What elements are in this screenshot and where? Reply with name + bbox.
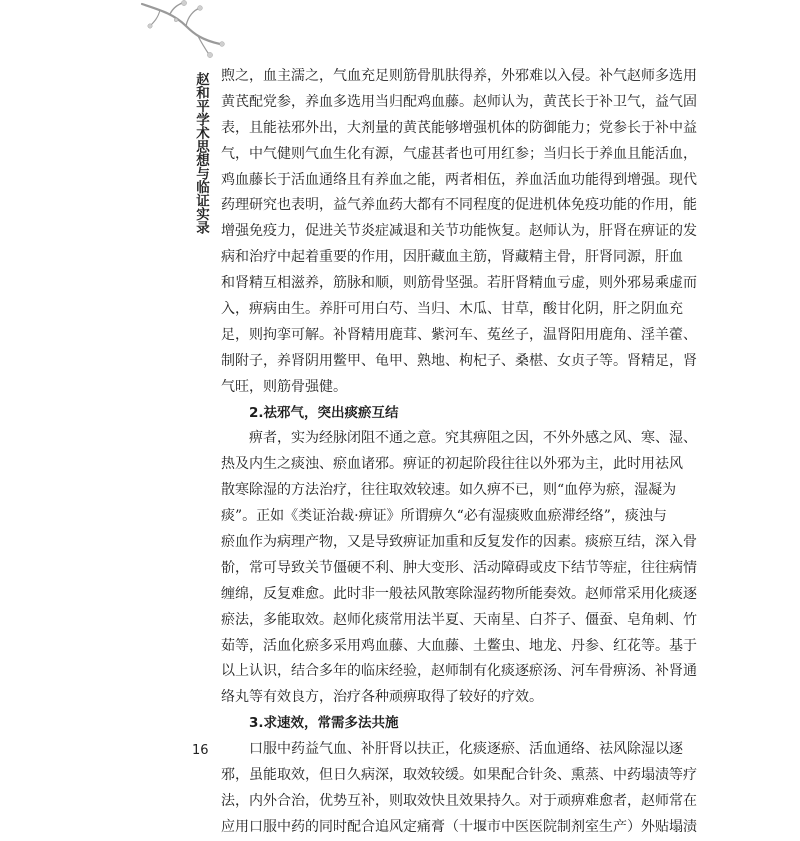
text-line: 热及内生之痰浊、瘀血诸邪。痹证的初起阶段往往以外邪为主，此时用祛风 — [221, 456, 683, 473]
text-line: 瘀法，多能取效。赵师化痰常用法半夏、天南星、白芥子、僵蚕、皂角刺、竹 — [221, 611, 697, 628]
text-line: 黄芪配党参，养血多选用当归配鸡血藤。赵师认为，黄芪长于补卫气，益气固 — [221, 93, 697, 110]
text-line: 口服中药益气血、补肝肾以扶正，化痰逐瘀、活血通络、祛风除湿以逐 — [249, 741, 683, 758]
text-line: 药理研究也表明，益气养血药大都有不同程度的促进机体免疫功能的作用，能 — [221, 197, 697, 214]
text-line: 足，则拘挛可解。补肾精用鹿茸、紫河车、菟丝子，温肾阳用鹿角、淫羊藿、 — [221, 326, 697, 343]
text-line: 煦之，血主濡之，气血充足则筋骨肌肤得养，外邪难以入侵。补气赵师多选用 — [221, 68, 697, 84]
text-line: 痰”。正如《类证治裁·痹证》所谓痹久“必有湿痰败血瘀滞经络”，痰浊与 — [221, 508, 667, 525]
text-line: 骱，常可导致关节僵硬不利、肿大变形、活动障碍或皮下结节等症，往往病情 — [221, 559, 697, 576]
text-line: 气旺，则筋骨强健。 — [221, 378, 347, 395]
text-line: 应用口服中药的同时配合追风定痛膏（十堰市中医医院制剂室生产）外贴塌渍 — [221, 818, 697, 835]
text-line: 缠绵，反复难愈。此时非一般祛风散寒除湿药物所能奏效。赵师常采用化痰逐 — [221, 585, 697, 602]
section-heading: 3.求速效，常需多法共施 — [249, 715, 399, 732]
text-line: 络丸等有效良方，治疗各种顽痹取得了较好的疗效。 — [221, 689, 543, 706]
text-line: 和肾精互相滋养，筋脉和顺，则筋骨坚强。若肝肾精血亏虚，则外邪易乘虚而 — [221, 275, 697, 292]
text-line: 表，且能祛邪外出，大剂量的黄芪能够增强机体的防御能力；党参长于补中益 — [221, 119, 697, 136]
page-number: 16 — [192, 743, 209, 758]
text-line: 入，痹病由生。养肝可用白芍、当归、木瓜、甘草，酸甘化阴，肝之阴血充 — [221, 301, 683, 318]
text-line: 增强免疫力，促进关节炎症减退和关节功能恢复。赵师认为，肝肾在痹证的发 — [221, 223, 697, 240]
text-line: 茹等，活血化瘀多采用鸡血藤、大血藤、土鳖虫、地龙、丹参、红花等。基于 — [221, 637, 697, 654]
section-heading: 2.祛邪气，突出痰瘀互结 — [249, 404, 399, 421]
page-body-text — [221, 64, 724, 841]
text-line: 法，内外合治，优势互补，则取效快且效果持久。对于顽痹难愈者，赵师常在 — [221, 792, 697, 809]
text-line: 瘀血作为病理产物，又是导致痹证加重和反复发作的因素。痰瘀互结，深入骨 — [221, 534, 697, 551]
text-line: 以上认识，结合多年的临床经验，赵师制有化痰逐瘀汤、河车骨痹汤、补肾通 — [221, 663, 697, 680]
plum-branch-decoration-icon — [140, 0, 230, 60]
text-line: 散寒除湿的方法治疗，往往取效较速。如久痹不已，则“血停为瘀，湿凝为 — [221, 482, 677, 499]
running-book-title: 赵和平学术思想与临证实录 — [193, 72, 209, 234]
text-line: 鸡血藤长于活血通络且有养血之能，两者相伍，养血活血功能得到增强。现代 — [221, 171, 697, 188]
text-line: 制附子，养肾阴用鳖甲、龟甲、熟地、枸杞子、桑椹、女贞子等。肾精足，肾 — [221, 352, 697, 369]
text-line: 痹者，实为经脉闭阻不通之意。究其痹阻之因，不外外感之风、寒、湿、 — [249, 430, 697, 447]
text-line: 气，中气健则气血生化有源，气虚甚者也可用红参；当归长于养血且能活血， — [221, 145, 697, 162]
text-line: 病和治疗中起着重要的作用，因肝藏血主筋，肾藏精主骨，肝肾同源，肝血 — [221, 249, 683, 266]
text-line: 邪，虽能取效，但日久病深，取效较缓。如果配合针灸、熏蒸、中药塌渍等疗 — [221, 767, 697, 784]
